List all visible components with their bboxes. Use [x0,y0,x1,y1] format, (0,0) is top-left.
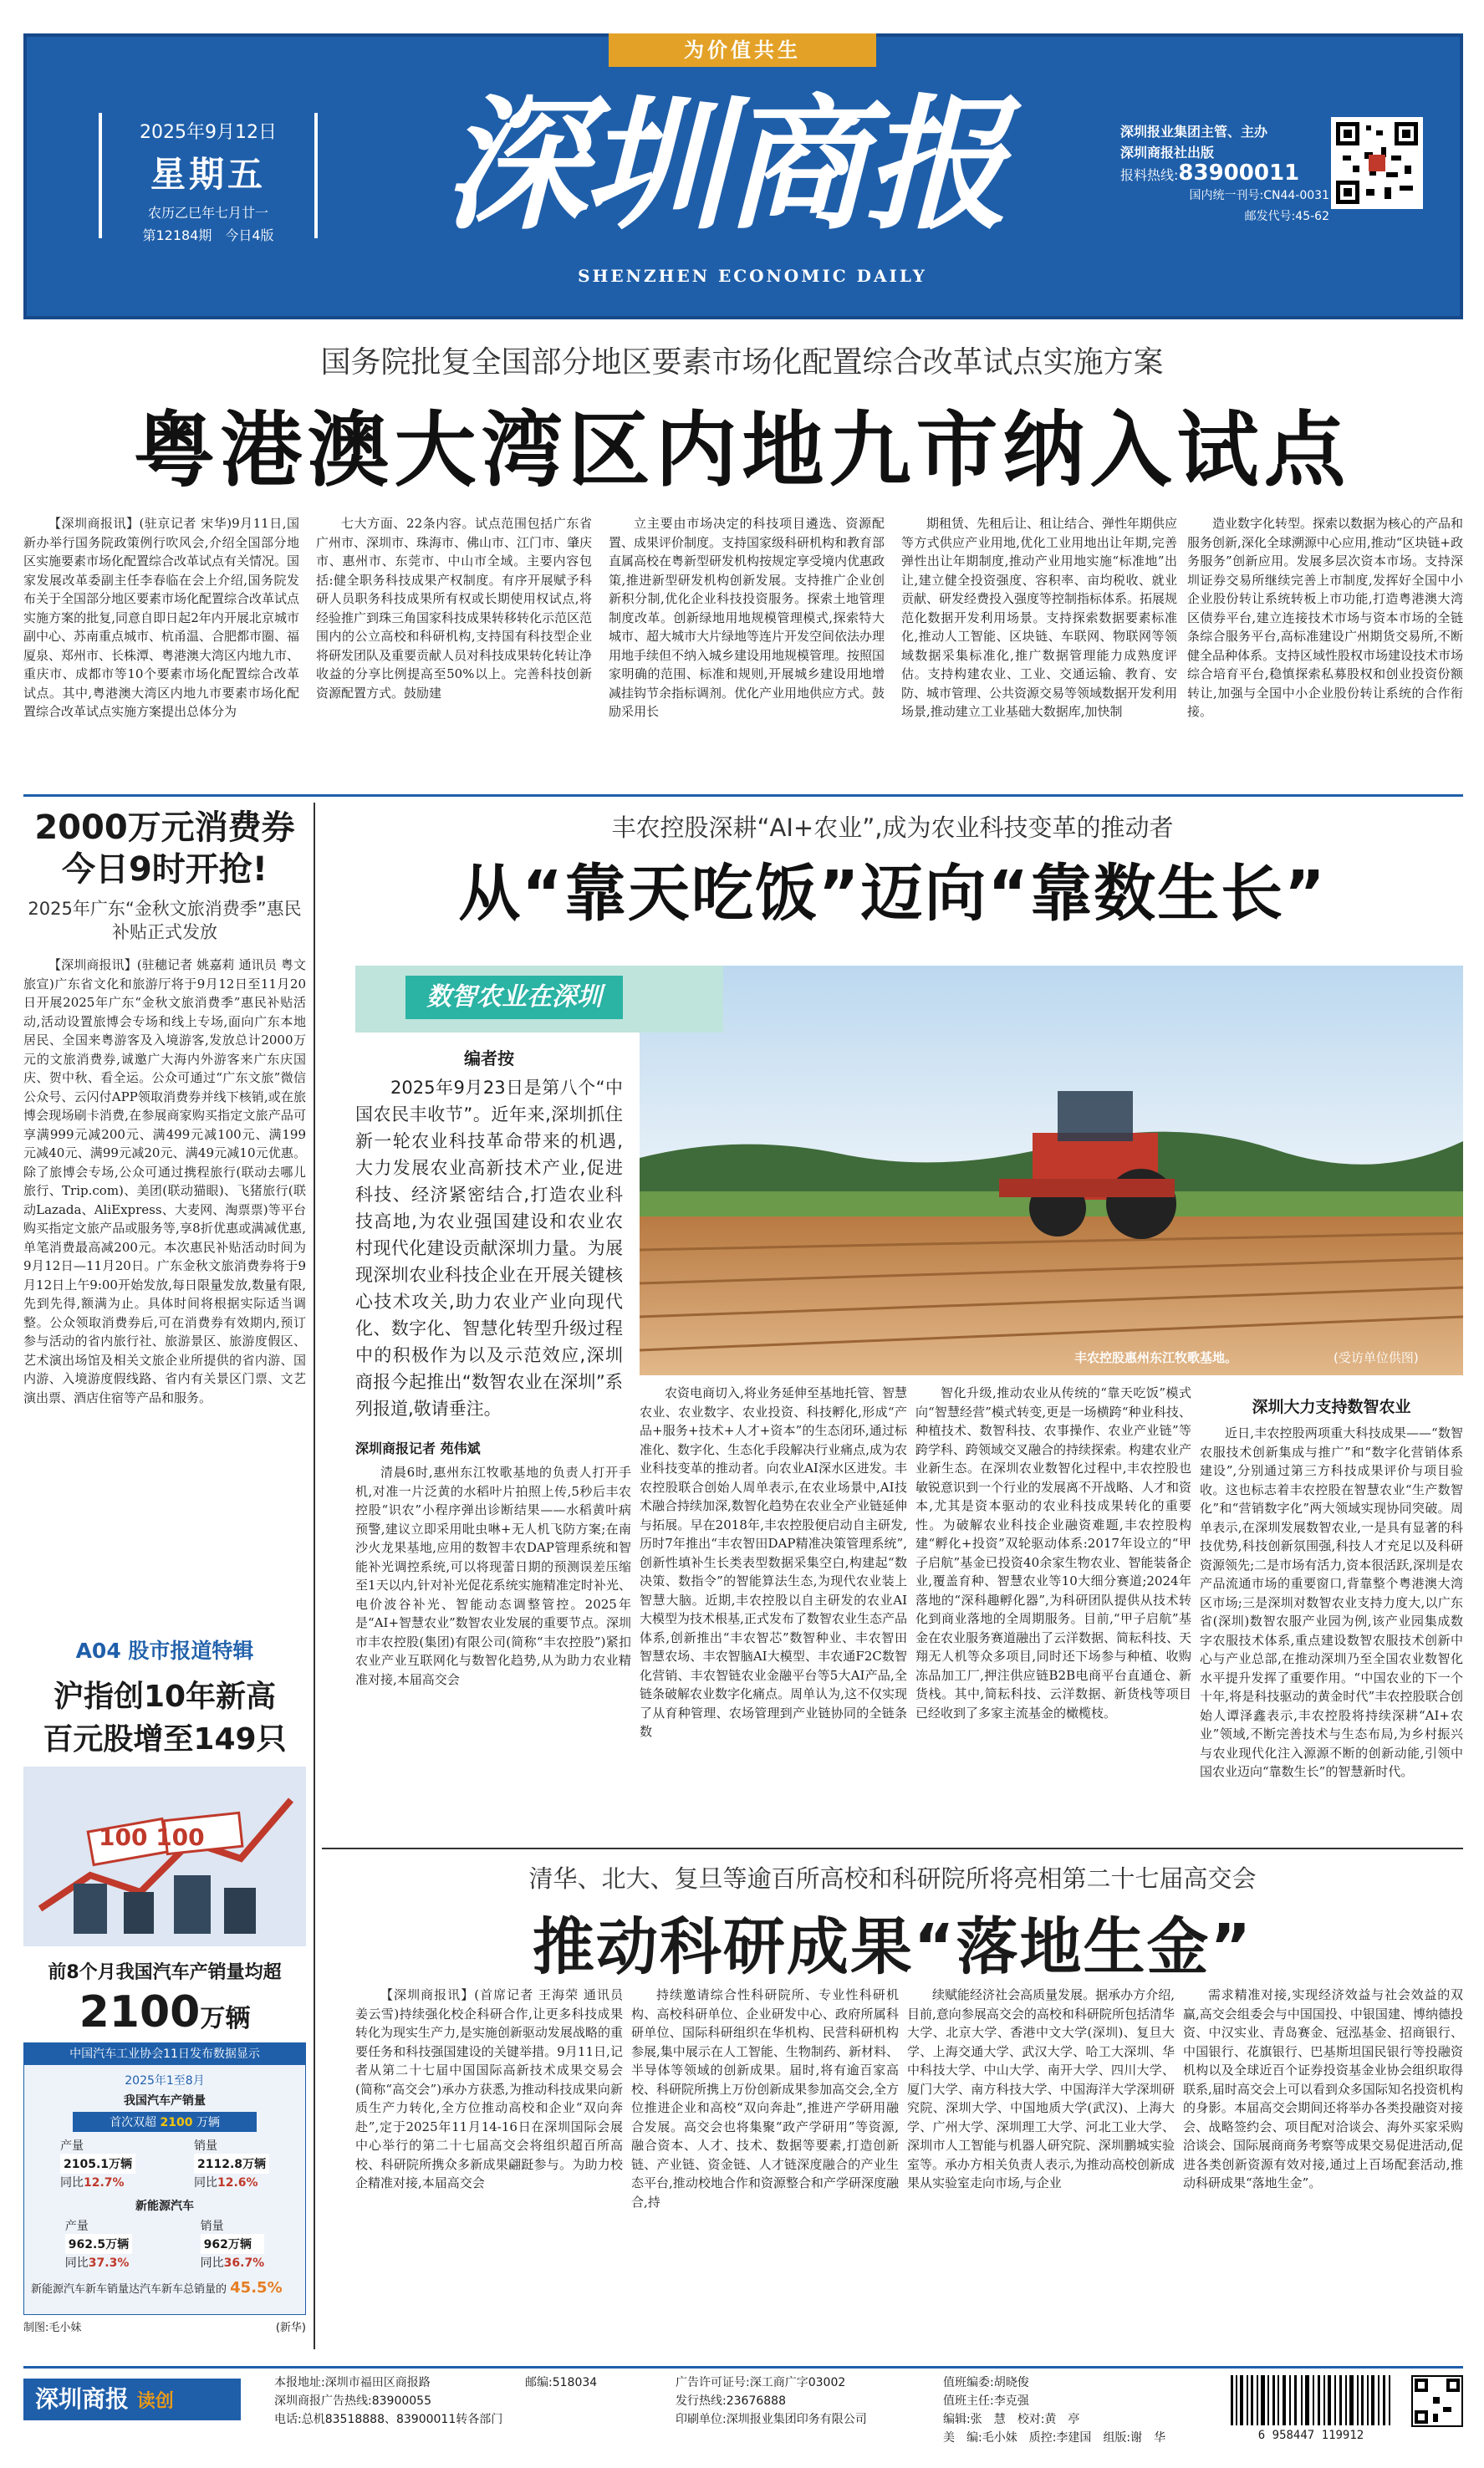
footer-distribution: 发行热线:23676888 [676,2394,786,2408]
stock-sign-text: 100 100 [99,1823,205,1851]
nev-share [31,2279,298,2297]
footer [23,2366,1463,2454]
sales-growth: 12.6% [217,2176,258,2190]
coupon-headline-2: 今日9时开抢! [61,850,268,889]
nev-production-stat [65,2217,132,2271]
paper-name-english: SHENZHEN ECONOMIC DAILY [578,266,927,286]
nev-title: 新能源汽车 [135,2200,194,2213]
sales-stat [194,2137,269,2190]
footer-postcode: 邮编:518034 [525,2376,598,2389]
production-growth: 12.7% [83,2176,125,2190]
story3-headline: 推动科研成果“落地生金” [532,1911,1253,1983]
story1-text-2: 七大方面、22条内容。试点范围包括广东省广州市、深圳市、珠海市、佛山市、江门市、肇庆市、惠州市、东莞市、中山市全域。主要内容包括:健全职务科技成果产权制度。有序开展赋予科研人员职务科技成果所有权或长期使用权试点,将经验推广到珠三角国家科技成果转移转化示范区范围内的公立高校和科研机构,支持国有科技型企业将研发团队及重要贡献人员对科技成果转化转让净收益的分享比例提高至50%以上。完善科技创新资源配置方式。鼓励建 [316,516,592,701]
series-banner-title: 数智农业在深圳 [405,976,623,1019]
story3-text-3: 续赋能经济社会高质量发展。据承办方介绍,目前,意向参展高交会的高校和科研院所包括清华大学、北京大学、香港中文大学(深圳)、复旦大学、上海交通大学、武汉大学、哈工大深圳、华中科技大学、中山大学、南开大学、四川大学、厦门大学、南方科技大学、中国海洋大学深圳研究院、深圳大学、中国地质大学(武汉)、上海大学、广州大学、深圳理工大学、河北工业大学、深圳市人工智能与机器人研究院、深圳鹏城实验室等。承办方相关负责人表示,为推动高校创新成果从实验室走向市场,与企业 [907,1987,1175,2190]
auto-box1-value: 2100 [160,2116,193,2129]
date-box [99,113,318,243]
hotline-number: 83900011 [1178,161,1300,186]
photo-credit: (受访单位供图) [1334,1350,1419,1365]
story3-column-2 [631,1986,899,2353]
production-stat [60,2137,135,2190]
barcode-icon [1227,2375,1395,2442]
feature-text-2: 农资电商切入,将业务延伸至基地托管、智慧农业、农业数字、农业投资、科技孵化,形成“产品+服务+技术+人才+资本”的生态闭环,通过标准化、数字化、生态化手段解决行业痛点,成为农业科技变革的推动者。向农业AI深水区进发。丰农控股联合创始人周单表示,在农业场景中,AI技术融合持续加深,数智化趋势在农业全产业链延伸与拓展。早在2018年,丰农控股便启动自主研发,历时7年推出“丰农智田DAP精准决策管理系统”,创新性填补生长类表型数据采集空白,构建起“数决策、数指令”的智能算法生态,为现代农业装上智慧大脑。近期,丰农控股以自主研发的农业AI大模型为技术根基,正式发布了数智农业生态产品体系,创新推出“丰农智芯”数智种业、丰农智田智慧农场、丰农智脑AI大模型、丰农通F2C数智化营销、丰农智链农业金融平台等5大AI产品,全链条破解农业数字化痛点。周单认为,这不仅实现了从育种管理、农场管理到产业链协同的全链条数 [640,1385,907,1739]
footer-address-block [274,2374,502,2429]
feature-column-3 [915,1384,1191,1839]
nev-production-label: 产量 [64,2220,89,2233]
sales-growth-label: 同比 [193,2176,217,2190]
footer-editor-on-duty: 值班编委:胡晓俊 [943,2376,1029,2389]
column-divider [314,803,315,2349]
coupon-subhead: 2025年广东“金秋文旅消费季”惠民补贴正式发放 [28,899,302,942]
hotline-label: 报料热线: [1120,167,1179,183]
auto-box1-label: 首次双超 [110,2116,157,2129]
auto-unit: 万辆 [200,2004,251,2033]
divider [23,794,1463,797]
photo-caption: 丰农控股惠州东江牧歌基地。 [1074,1350,1238,1365]
footer-designer: 美 编:毛小妹 [943,2431,1017,2445]
story3-text-2: 持续邀请综合性科研院所、专业性科研机构、高校科研单位、企业研发中心、政府所属科研单位、国际科研组织在华机构、民营科研机构参展,集中展示在人工智能、生物制药、新材料、半导体等领域的创新成果。届时,将有逾百家高校、科研院所携上万份创新成果参加高交会,全方位推进企业和高校“双向奔赴”,推进产学研用融合发展。高交会也将集聚“政产学研用”等资源,融合资本、人才、技术、数据等要素,打造创新链、产业链、资金链、人才链深度融合的产业生态平台,推动校地合作和资源整合和产学研深度融合,持 [631,1987,899,2210]
nev-sales-value: 962万辆 [201,2234,265,2254]
auto-number: 2100 [79,1987,201,2037]
publisher: 深圳商报社出版 [1120,145,1215,161]
story3-column-3 [907,1986,1175,2353]
production-value: 2105.1万辆 [60,2154,135,2174]
feature-column-4 [1200,1388,1463,1842]
paper-name-logo: 深圳商报 [443,79,1005,249]
story1-text-3: 立主要由市场决定的科技项目遴选、资源配置、成果评价制度。支持国家级科研机构和教育部直属高校在粤新型研发机构按规定享受境内优惠政策,推进新型研发机构创新发展。支持推广企业创新积分制,优化企业科技投资服务。探索土地管理制度改革。创新绿地用地规模管理模式,探索特大城市、超大城市大片绿地等连片开发空间依法办理用地手续但不纳入城乡建设用地规模管理。按照国家明确的范围、标准和规则,开展城乡建设用地增减挂钩节余指标调剂。优化产业用地供应方式。鼓励采用长 [609,516,885,719]
story1-column-5 [1187,514,1463,790]
footer-printer: 印刷单位:深圳报业集团印务有限公司 [676,2413,867,2426]
farm-photo [640,966,1463,1375]
stock-headline-2: 百元股增至149只 [43,1722,287,1757]
feature-column-2 [640,1384,907,1839]
issue-number: 第12184期 今日4版 [142,227,274,243]
coupon-body [23,956,306,1624]
auto-infographic [23,2064,306,2315]
story1-kicker: 国务院批复全国部分地区要素市场化配置综合改革试点实施方案 [320,345,1164,380]
story3-kicker: 清华、北大、复旦等逾百所高校和科研院所将亮相第二十七届高交会 [528,1864,1257,1893]
editor-note [355,1045,623,1434]
slogan: 为价值共生 [609,33,876,67]
nev-sales-growth-label: 同比 [200,2256,224,2270]
footer-phone: 电话:总机83518888、83900011转各部门 [274,2413,503,2426]
feature-column-1 [355,1463,631,1839]
story3-column-4 [1183,1986,1463,2353]
auto-box1-banner [73,2112,257,2132]
source-credit: (新华) [275,2322,306,2334]
nev-sales-label: 销量 [200,2220,224,2233]
date: 2025年9月12日 [140,122,277,143]
auto-box1-unit: 万辆 [196,2116,220,2129]
sponsor: 深圳报业集团主管、主办 [1120,124,1268,140]
story1-column-1 [23,514,299,790]
nev-share-value: 45.5% [230,2279,283,2297]
coupon-headline-1: 2000万元消费券 [34,808,295,847]
stock-headline-1: 沪指创10年新高 [53,1680,277,1714]
footer-qr-code-icon[interactable] [1411,2375,1463,2427]
story3-text-4: 需求精准对接,实现经济效益与社会效益的双赢,高交会组委会与中国国投、中银国建、博纳德投资、中汉实业、青岛赛金、冠泓基金、招商银行、中国银行、花旗银行、巴基斯坦国民银行等投融资机构以及全球近百个证券投资基金业协会组织取得联系,届时高交会上可以看到众多国际知名投资机构的身影。本届高交会期间还将举办各类投融资对接会、战略签约会、项目配对洽谈会、海外买家采购洽谈会、国际展商商务考察等成果交易促进活动,促进各类创新资源有效对接,通过上百场配套活动,推动科研成果“落地生金”。 [1183,1987,1463,2190]
footer-license: 广告许可证号:深工商广字03002 [676,2376,846,2389]
nev-production-growth-label: 同比 [64,2256,89,2270]
auto-source: 中国汽车工业协会11日发布数据显示 [23,2042,306,2064]
footer-ad-line: 深圳商报广告热线:83900055 [274,2394,431,2408]
footer-editor: 编辑:张 慧 校对:黄 亭 [943,2413,1080,2426]
production-growth-label: 同比 [59,2176,84,2190]
postal-code: 邮发代号:45-62 [1244,210,1329,223]
editor-note-heading: 编者按 [464,1048,514,1068]
footer-address: 本报地址:深圳市福田区商报路 [274,2376,431,2389]
feature-byline: 深圳商报记者 苑伟斌 [355,1441,481,1456]
footer-license-block [676,2374,867,2429]
feature-kicker: 丰农控股深耕“AI+农业”,成为农业科技变革的推动者 [611,813,1174,842]
feature-text-3: 智化升级,推动农业从传统的“靠天吃饭”模式向“智慧经营”模式转变,更是一场横跨“种业科技、种植技术、数智科技、农事操作、农业产业链”等跨学科、跨领域交叉融合的持续探索。构建农业产业新生态。在深圳农业数智化过程中,丰农控股也敏锐意识到一个行业的发展离不开战略、人才和资本,尤其是资本驱动的农业科技成果转化的重要性。为破解农业科技企业融资难题,丰农控股构建“孵化+投资”双轮驱动体系:2017年设立的“甲子启航”基金已投资40余家生物农业、智能装备企业,覆盖育种、智慧农业等10大细分赛道;2024年落地的“深科趣孵化器”,为科研团队提供从技术转化到商业落地的全周期服务。目前,“甲子启航”基金在农业服务赛道融出了云洋数据、简耘科技、天翔无人机等众多项目,同时还下场参与种植、收购冻品加工厂,押注供应链B2B电商平台直通仓、新货栈。其中,简耘科技、云洋数据、新货栈等项目已经收到了多家主流基金的橄榄枝。 [915,1385,1191,1721]
qr-code-icon[interactable] [1331,117,1423,209]
feature-body-4 [1200,1424,1463,1842]
footer-logo-text: 深圳商报 [35,2385,130,2413]
auto-period: 2025年1至8月 [125,2074,205,2088]
graphic-credit: 制图:毛小妹 [23,2322,82,2334]
story1-column-4 [901,514,1177,790]
story1-headline: 粤港澳大湾区内地九市纳入试点 [133,403,1351,498]
footer-layout: 组版:谢 华 [1103,2431,1166,2445]
nev-production-value: 962.5万辆 [65,2234,132,2254]
publisher-info [1120,121,1329,227]
feature-text-1: 清晨6时,惠州东江牧歌基地的负责人打开手机,对准一片泛黄的水稻叶片拍照上传,5秒后丰农控股“识农”小程序弹出诊断结果——水稻黄叶病预警,建议立即采用吡虫啉+无人机飞防方案;在南沙火龙果基地,应用的数智丰农DAP管理系统和智能补光调控系统,可以将现蕾日期的预测误差压缩至1天以内,针对补光促花系统实施精准定时补光、电价波谷补光、智能动态调整管控。2025年是“AI+智慧农业”数智农业发展的重要节点。深圳市丰农控股(集团)有限公司(简称“丰农控股”)紧扣农业产业互联网化与数智化趋势,从为助力农业精准对接,本届高交会 [355,1465,631,1687]
feature-headline: 从“靠天吃饭”迈向“靠数生长” [458,858,1327,930]
footer-logo [23,2379,241,2420]
footer-staff-block [943,2374,1165,2447]
hotline [1120,163,1329,186]
feature-text-4: 近日,丰农控股两项重大科技成果——“数智农服技术创新集成与推广”和“数字化营销体系建设”,分别通过第三方科技成果评价与项目验收。这也标志着丰农控股在智慧农业“生产数智化”和“营销数字化”两大领域实现协同突破。周单表示,在深圳发展数智农业,一是具有显著的科技优势,科技创新氛围强,科技人才充足以及科研资源领先;二是市场有活力,资本很活跃,深圳是农产品流通市场的重要窗口,背靠整个粤港澳大湾区市场;三是深圳对数智农业支持力度大,以广东省(深圳)数智农服产业园为例,该产业园集成数字农服技术体系,重点建设数智农服技术创新中心与产业总部,在推动深圳乃至全国农业数智化水平提升发挥了重要作用。“中国农业的下一个十年,将是科技驱动的黄金时代”丰农控股联合创始人谭泽鑫表示,丰农控股将持续深耕“AI+农业”领域,不断完善技术与生态布局,为乡村振兴与农业现代化注入源源不断的创新动能,引领中国农业迈向“靠数生长”的智慧新时代。 [1200,1425,1463,1779]
story1-text-5: 造业数字化转型。探索以数据为核心的产品和服务创新,深化全球溯源中心应用,推动“区块链+政务服务”创新应用。发展多层次资本市场。支持深圳证券交易所继续完善上市制度,发挥好全国中小企业股份转让系统转板上市功能,打造粤港澳大湾区债券平台,建立连接技术市场与资本市场的全链条综合服务平台,高标准建设广州期货交易所,不断健全品种体系。支持区域性股权市场建设技术市场综合培育平台,稳慎探索私募股权和创业投资份额转让,加强与全国中小企业股份转让系统的合作衔接。 [1187,516,1463,719]
cn-number: 国内统一刊号:CN44-0031 [1189,189,1329,202]
footer-logo-sub: 读创 [136,2391,174,2412]
story3-column-1 [355,1986,623,2353]
editor-note-text: 2025年9月23日是第八个“中国农民丰收节”。近年来,深圳抓住新一轮农业科技革命带来的机遇,大力发展农业高新技术产业,促进科技、经济紧密结合,打造农业科技高地,为农业强国建设和农业农村现代化建设贡献深圳力量。为展现深圳农业科技企业在开展关键核心技术攻关,助力农业产业向现代化、数字化、智慧化转型升级过程中的积极作为以及示范效应,深圳商报今起推出“数智农业在深圳”系列报道,敬请垂注。 [355,1078,623,1419]
auto-headline: 前8个月我国汽车产销量均超 [48,1962,282,1983]
story1-text-1: 【深圳商报讯】(驻京记者 宋华)9月11日,国新办举行国务院政策例行吹风会,介绍全国部分地区实施要素市场化配置综合改革试点有关情况。国家发展改革委副主任李春临在会上介绍,国务院发布关于全国部分地区要素市场化配置综合改革试点实施方案的批复,同意自即日起2年内开展北京城市副中心、苏南重点城市、杭甬温、合肥都市圈、福厦泉、郑州市、长株潭、粤港澳大湾区内地九市、重庆市、成都市等10个要素市场化配置综合改革试点。其中,粤港澳大湾区内地九市要素市场化配置综合改革试点实施方案提出总体分为 [23,516,299,719]
feature-subhead-4: 深圳大力支持数智农业 [1252,1398,1411,1416]
sales-label: 销量 [193,2139,217,2153]
series-banner [355,966,723,1033]
nev-production-growth: 37.3% [88,2256,130,2270]
weekday: 星期五 [150,154,266,195]
auto-box1-title: 我国汽车产销量 [124,2094,206,2108]
divider [322,1848,1463,1849]
nev-share-label: 新能源汽车新车销量达汽车新车总销量的 [31,2283,227,2296]
nev-sales-growth: 36.7% [223,2256,265,2270]
story1-column-3 [609,514,885,790]
footer-director-on-duty: 值班主任:李克强 [943,2394,1029,2408]
sales-value: 2112.8万辆 [194,2154,269,2174]
nev-sales-stat [201,2217,265,2271]
production-label: 产量 [59,2139,84,2153]
lunar-date: 农历乙巳年七月廿一 [147,205,268,221]
coupon-text: 【深圳商报讯】(驻穗记者 姚嘉莉 通讯员 粤文旅宣)广东省文化和旅游厅将于9月12日至11月20日开展2025年广东“金秋文旅消费季”惠民补贴活动,活动设置旅博会专场和线上专场,面向广东本地居民、全国来粤游客及入境游客,发放总计2000万元的文旅消费券,诚邀广大海内外游客来广东庆国庆、贺中秋、看全运。公众可通过“广东文旅”微信公众号、云闪付APP领取消费券并线下核销,或在旅博会现场刷卡消费,在参展商家购买指定文旅产品可享满999元减200元、满499元减100元、满199元减40元、满99元减20元、满49元减10元优惠。除了旅博会专场,公众可通过携程旅行(联动去哪儿旅行、Trip.com)、美团(联动猫眼)、飞猪旅行(联动Lazada、AliExpress、大麦网、淘票票)等平台购买指定文旅产品或服务等,享8折优惠或满减优惠,单笔消费最高减200元。本次惠民补贴活动时间为9月12日—11月20日。广东金秋文旅消费券将于9月12日上午9:00开始发放,每日限量发放,数量有限,先到先得,额满为止。具体时间将根据实际适当调整。公众领取消费券后,可在消费券有效期内,预订参与活动的省内旅行社、旅游景区、旅游度假区、艺术演出场馆及相关文旅企业所提供的省内游、国内游、入境游度假线路、省内有关景区门票、文艺演出票、酒店住宿等产品和服务。 [23,957,306,1405]
footer-qc: 质控:李建国 [1028,2431,1092,2445]
barcode-number: 6 958447 119912 [1257,2429,1364,2442]
story1-column-2 [316,514,592,790]
section-link-a04[interactable]: A04 股市报道特辑 [75,1639,254,1663]
left-sidebar [23,807,306,2334]
story1-text-4: 期租赁、先租后让、租让结合、弹性年期供应等方式供应产业用地,优化工业用地出让年期,完善弹性出让年期制度,推动产业用地实施“标准地”出让,建立健全投资强度、容积率、亩均税收、就业贡献、研发经费投入强度等控制指标体系。拓展规范化数据开发利用场景。支持探索数据要素标准化,推动人工智能、区块链、车联网、物联网等领域数据采集标准化,推广数据管理能力成熟度评估。支持构建农业、工业、交通运输、教育、安防、城市管理、公共资源交易等领域数据开发利用场景,推动建立工业基础大数据库,加快制 [901,516,1177,719]
story3-text-1: 【深圳商报讯】(首席记者 王海荣 通讯员 姜云雪)持续强化校企科研合作,让更多科技成果转化为现实生产力,是实施创新驱动发展战略的重要任务和科技强国建设的关键举措。9月11日,记者从第二十七届中国国际高新技术成果交易会(简称“高交会”)承办方获悉,为推动科技成果向新质生产力转化,全方位推动高校和企业“双向奔赴”,定于2025年11月14-16日在深圳国际会展中心举行的第二十七届高交会将组织超百所高校、科研院所携众多新成果翩跹参与。为助力校企精准对接,本届高交会 [355,1987,623,2190]
stock-illustration [23,1767,306,1946]
editor-note-body [355,1074,623,1434]
